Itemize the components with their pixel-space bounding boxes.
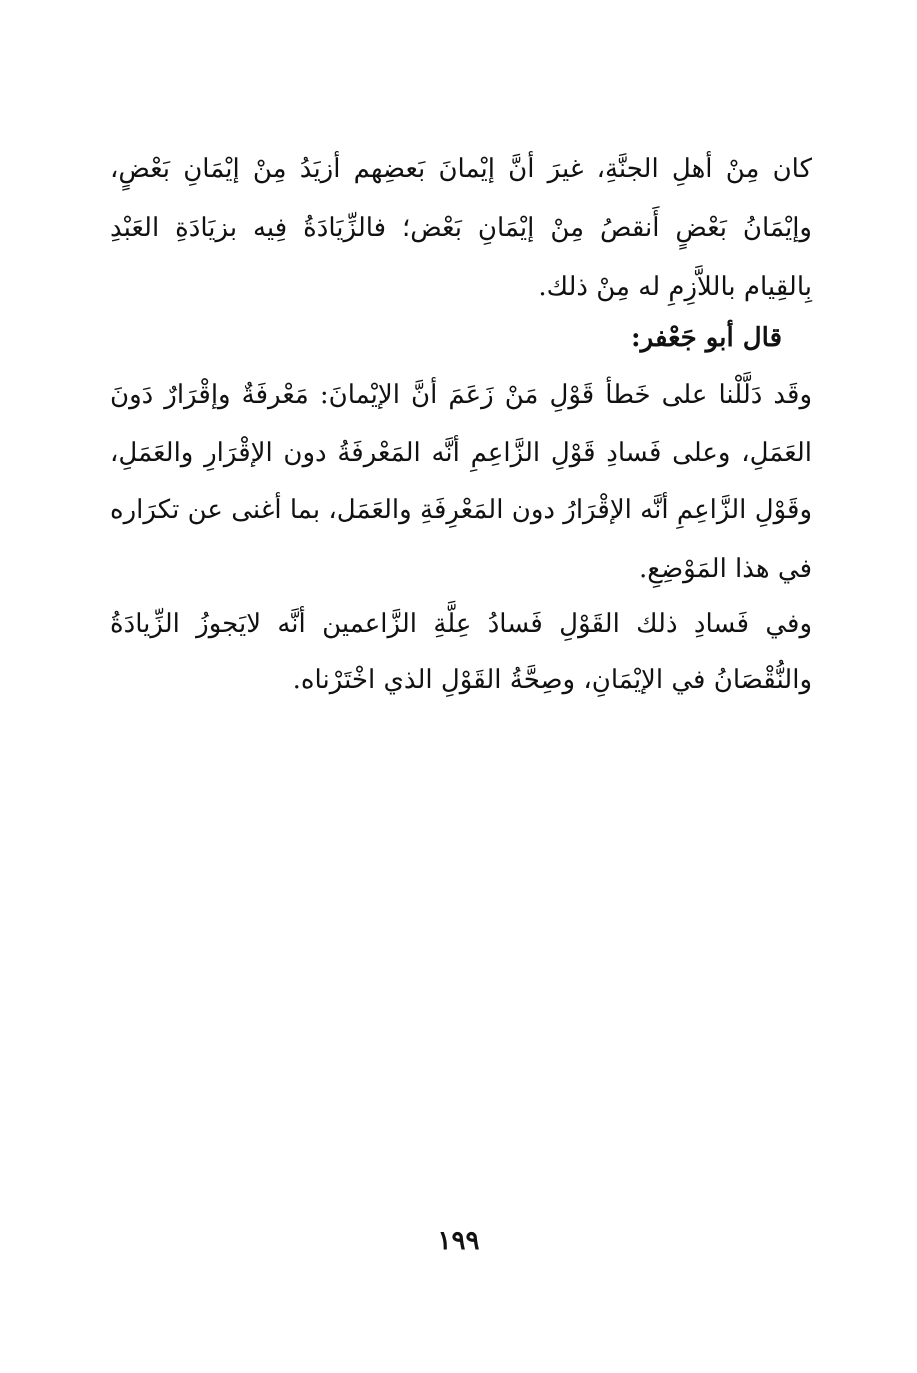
paragraph-1-line-3: بِالقِيام باللاَّزِمِ له مِنْ ذلك. [538,272,812,302]
paragraph-2-line-2: العَمَلِ، وعلى فَسادِ قَوْلِ الزَّاعِمِ أنَّه المَعْرفَةُ دون الإقْرَارِ والعَمَلِ، [110,438,812,468]
page-number: ١٩٩ [437,1226,480,1256]
paragraph-2-line-1: وقَد دَلَّلْنا على خَطأ قَوْلِ مَنْ زَعَمَ أنَّ الإيْمانَ: مَعْرفَةٌ وإقْرَارٌ دَونَ [110,380,813,410]
section-heading: قال أبو جَعْفر: [631,323,782,353]
paragraph-3-line-1: وفي فَسادِ ذلك القَوْلِ فَسادُ عِلَّةِ الزَّاعمين أنَّه لايَجوزُ الزِّيادَةُ [110,609,812,639]
paragraph-2-line-4: في هذا المَوْضِعِ. [639,554,812,584]
paragraph-2-line-3: وقَوْلِ الزَّاعِمِ أنَّه الإقْرَارُ دون المَعْرِفَةِ والعَمَل، بما أغنى عن تكرَاره [110,495,812,525]
paragraph-1-line-2: وإيْمَانُ بَعْضٍ أَنقصُ مِنْ إيْمَانِ بَعْض؛ فالزِّيَادَةُ فِيه بزيَادَةِ العَبْدِ [110,213,812,243]
paragraph-3-line-2: والنُّقْصَانُ في الإيْمَانِ، وصِحَّةُ القَوْلِ الذي اخْتَرْناه. [292,665,812,695]
paragraph-1-line-1: كان مِنْ أهلِ الجنَّةِ، غيرَ أنَّ إيْمانَ بَعضِهم أزيَدُ مِنْ إيْمَانِ بَعْضٍ، [110,154,812,184]
